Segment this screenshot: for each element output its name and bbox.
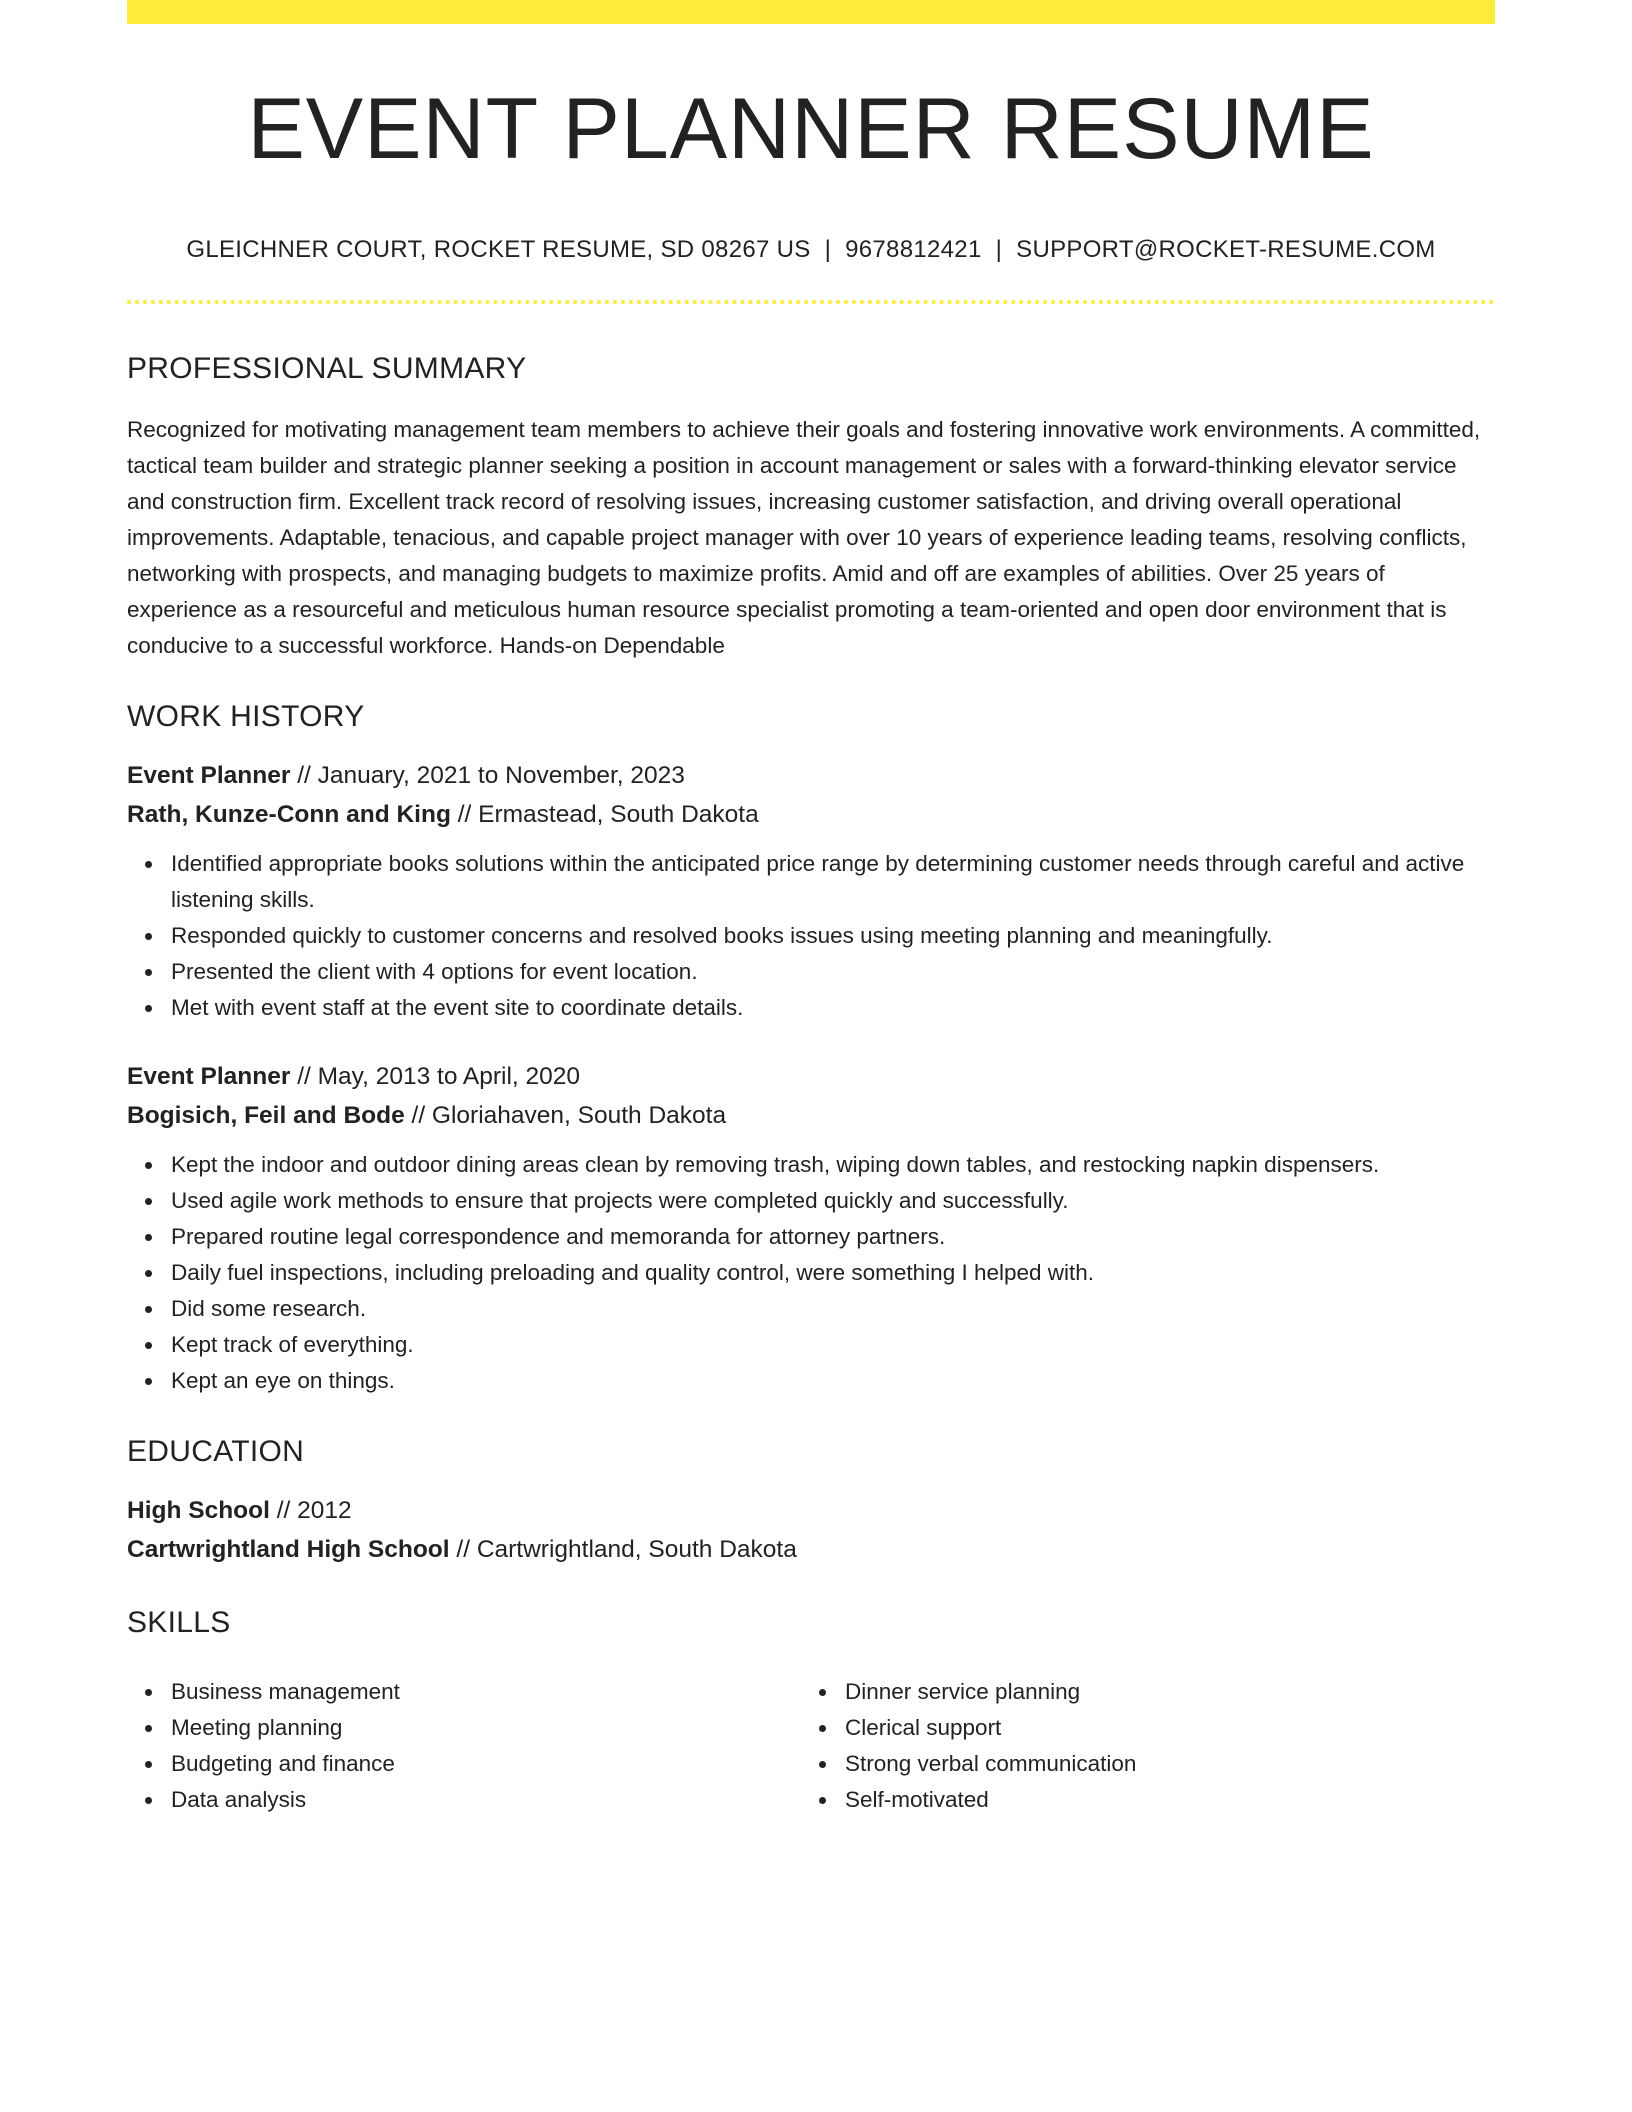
resume-page	[127, 0, 1495, 1818]
summary-heading: PROFESSIONAL SUMMARY	[127, 352, 527, 385]
job-bullets	[127, 846, 1495, 1026]
list-item: Responded quickly to customer concerns and resolved books issues using meeting planning and meaningfully.	[171, 918, 1495, 954]
education-degree-line	[127, 1491, 1495, 1530]
education-year: // 2012	[269, 1497, 352, 1524]
skill-item: Clerical support	[845, 1710, 1475, 1746]
skills-list-left	[127, 1674, 801, 1818]
resume-title: EVENT PLANNER RESUME	[247, 81, 1375, 177]
job-title: Event Planner	[127, 1063, 291, 1090]
list-item: Identified appropriate books solutions within the anticipated price range by determining customer needs through careful and active listening skills.	[171, 846, 1495, 918]
job-company: Rath, Kunze-Conn and King	[127, 801, 451, 828]
skill-item: Business management	[171, 1674, 801, 1710]
contact-separator: |	[824, 236, 832, 263]
education-location: // Cartwrightland, South Dakota	[449, 1536, 797, 1563]
skill-item: Data analysis	[171, 1782, 801, 1818]
skill-item: Self-motivated	[845, 1782, 1475, 1818]
education-school-line	[127, 1530, 1495, 1569]
skills-heading: SKILLS	[127, 1606, 231, 1639]
list-item: Presented the client with 4 options for event location.	[171, 954, 1495, 990]
dotted-divider	[127, 300, 1495, 304]
job-bullets	[127, 1147, 1495, 1399]
job-dates: // May, 2013 to April, 2020	[290, 1063, 581, 1090]
list-item: Used agile work methods to ensure that projects were completed quickly and successfully.	[171, 1183, 1495, 1219]
summary-text: Recognized for motivating management team members to achieve their goals and fostering innovative work environments. A committed, tactical team builder and strategic planner seeking a position in account management or sales with a forward-thinking elevator service and construction firm. Excellent track record of resolving issues, increasing customer satisfaction, and driving overall operational improvements. Adaptable, tenacious, and capable project manager with over 10 years of experience leading teams, resolving conflicts, networking with prospects, and managing budgets to maximize profits. Amid and off are examples of abilities. Over 25 years of experience as a resourceful and meticulous human resource specialist promoting a team-oriented and open door environment that is conducive to a successful workforce. Hands-on Dependable	[127, 417, 1481, 658]
list-item: Daily fuel inspections, including preloading and quality control, were something I helped with.	[171, 1255, 1495, 1291]
job-dates: // January, 2021 to November, 2023	[290, 762, 685, 789]
skill-item: Budgeting and finance	[171, 1746, 801, 1782]
list-item: Did some research.	[171, 1291, 1495, 1327]
contact-address: GLEICHNER COURT, ROCKET RESUME, SD 08267 US	[186, 236, 811, 263]
job-title: Event Planner	[127, 762, 291, 789]
job-company: Bogisich, Feil and Bode	[127, 1102, 405, 1129]
skill-item: Strong verbal communication	[845, 1746, 1475, 1782]
education-degree: High School	[127, 1497, 270, 1524]
skills-list-right	[801, 1674, 1475, 1818]
list-item: Kept track of everything.	[171, 1327, 1495, 1363]
job-company-line	[127, 1096, 1495, 1135]
contact-line	[127, 236, 1495, 264]
job-title-line	[127, 1057, 1495, 1096]
contact-separator: |	[995, 236, 1003, 263]
job-title-line	[127, 756, 1495, 795]
contact-phone: 9678812421	[845, 236, 982, 263]
job-company-line	[127, 795, 1495, 834]
job-location: // Ermastead, South Dakota	[450, 801, 759, 828]
list-item: Kept the indoor and outdoor dining areas clean by removing trash, wiping down tables, and restocking napkin dispensers.	[171, 1147, 1495, 1183]
list-item: Prepared routine legal correspondence and memoranda for attorney partners.	[171, 1219, 1495, 1255]
skill-item: Dinner service planning	[845, 1674, 1475, 1710]
skills-grid	[127, 1662, 1495, 1818]
work-history-heading: WORK HISTORY	[127, 700, 365, 733]
contact-email: SUPPORT@ROCKET-RESUME.COM	[1016, 236, 1436, 263]
education-school: Cartwrightland High School	[127, 1536, 450, 1563]
list-item: Kept an eye on things.	[171, 1363, 1495, 1399]
job-location: // Gloriahaven, South Dakota	[404, 1102, 727, 1129]
list-item: Met with event staff at the event site to coordinate details.	[171, 990, 1495, 1026]
education-heading: EDUCATION	[127, 1435, 305, 1468]
top-accent-bar	[127, 0, 1495, 24]
skill-item: Meeting planning	[171, 1710, 801, 1746]
